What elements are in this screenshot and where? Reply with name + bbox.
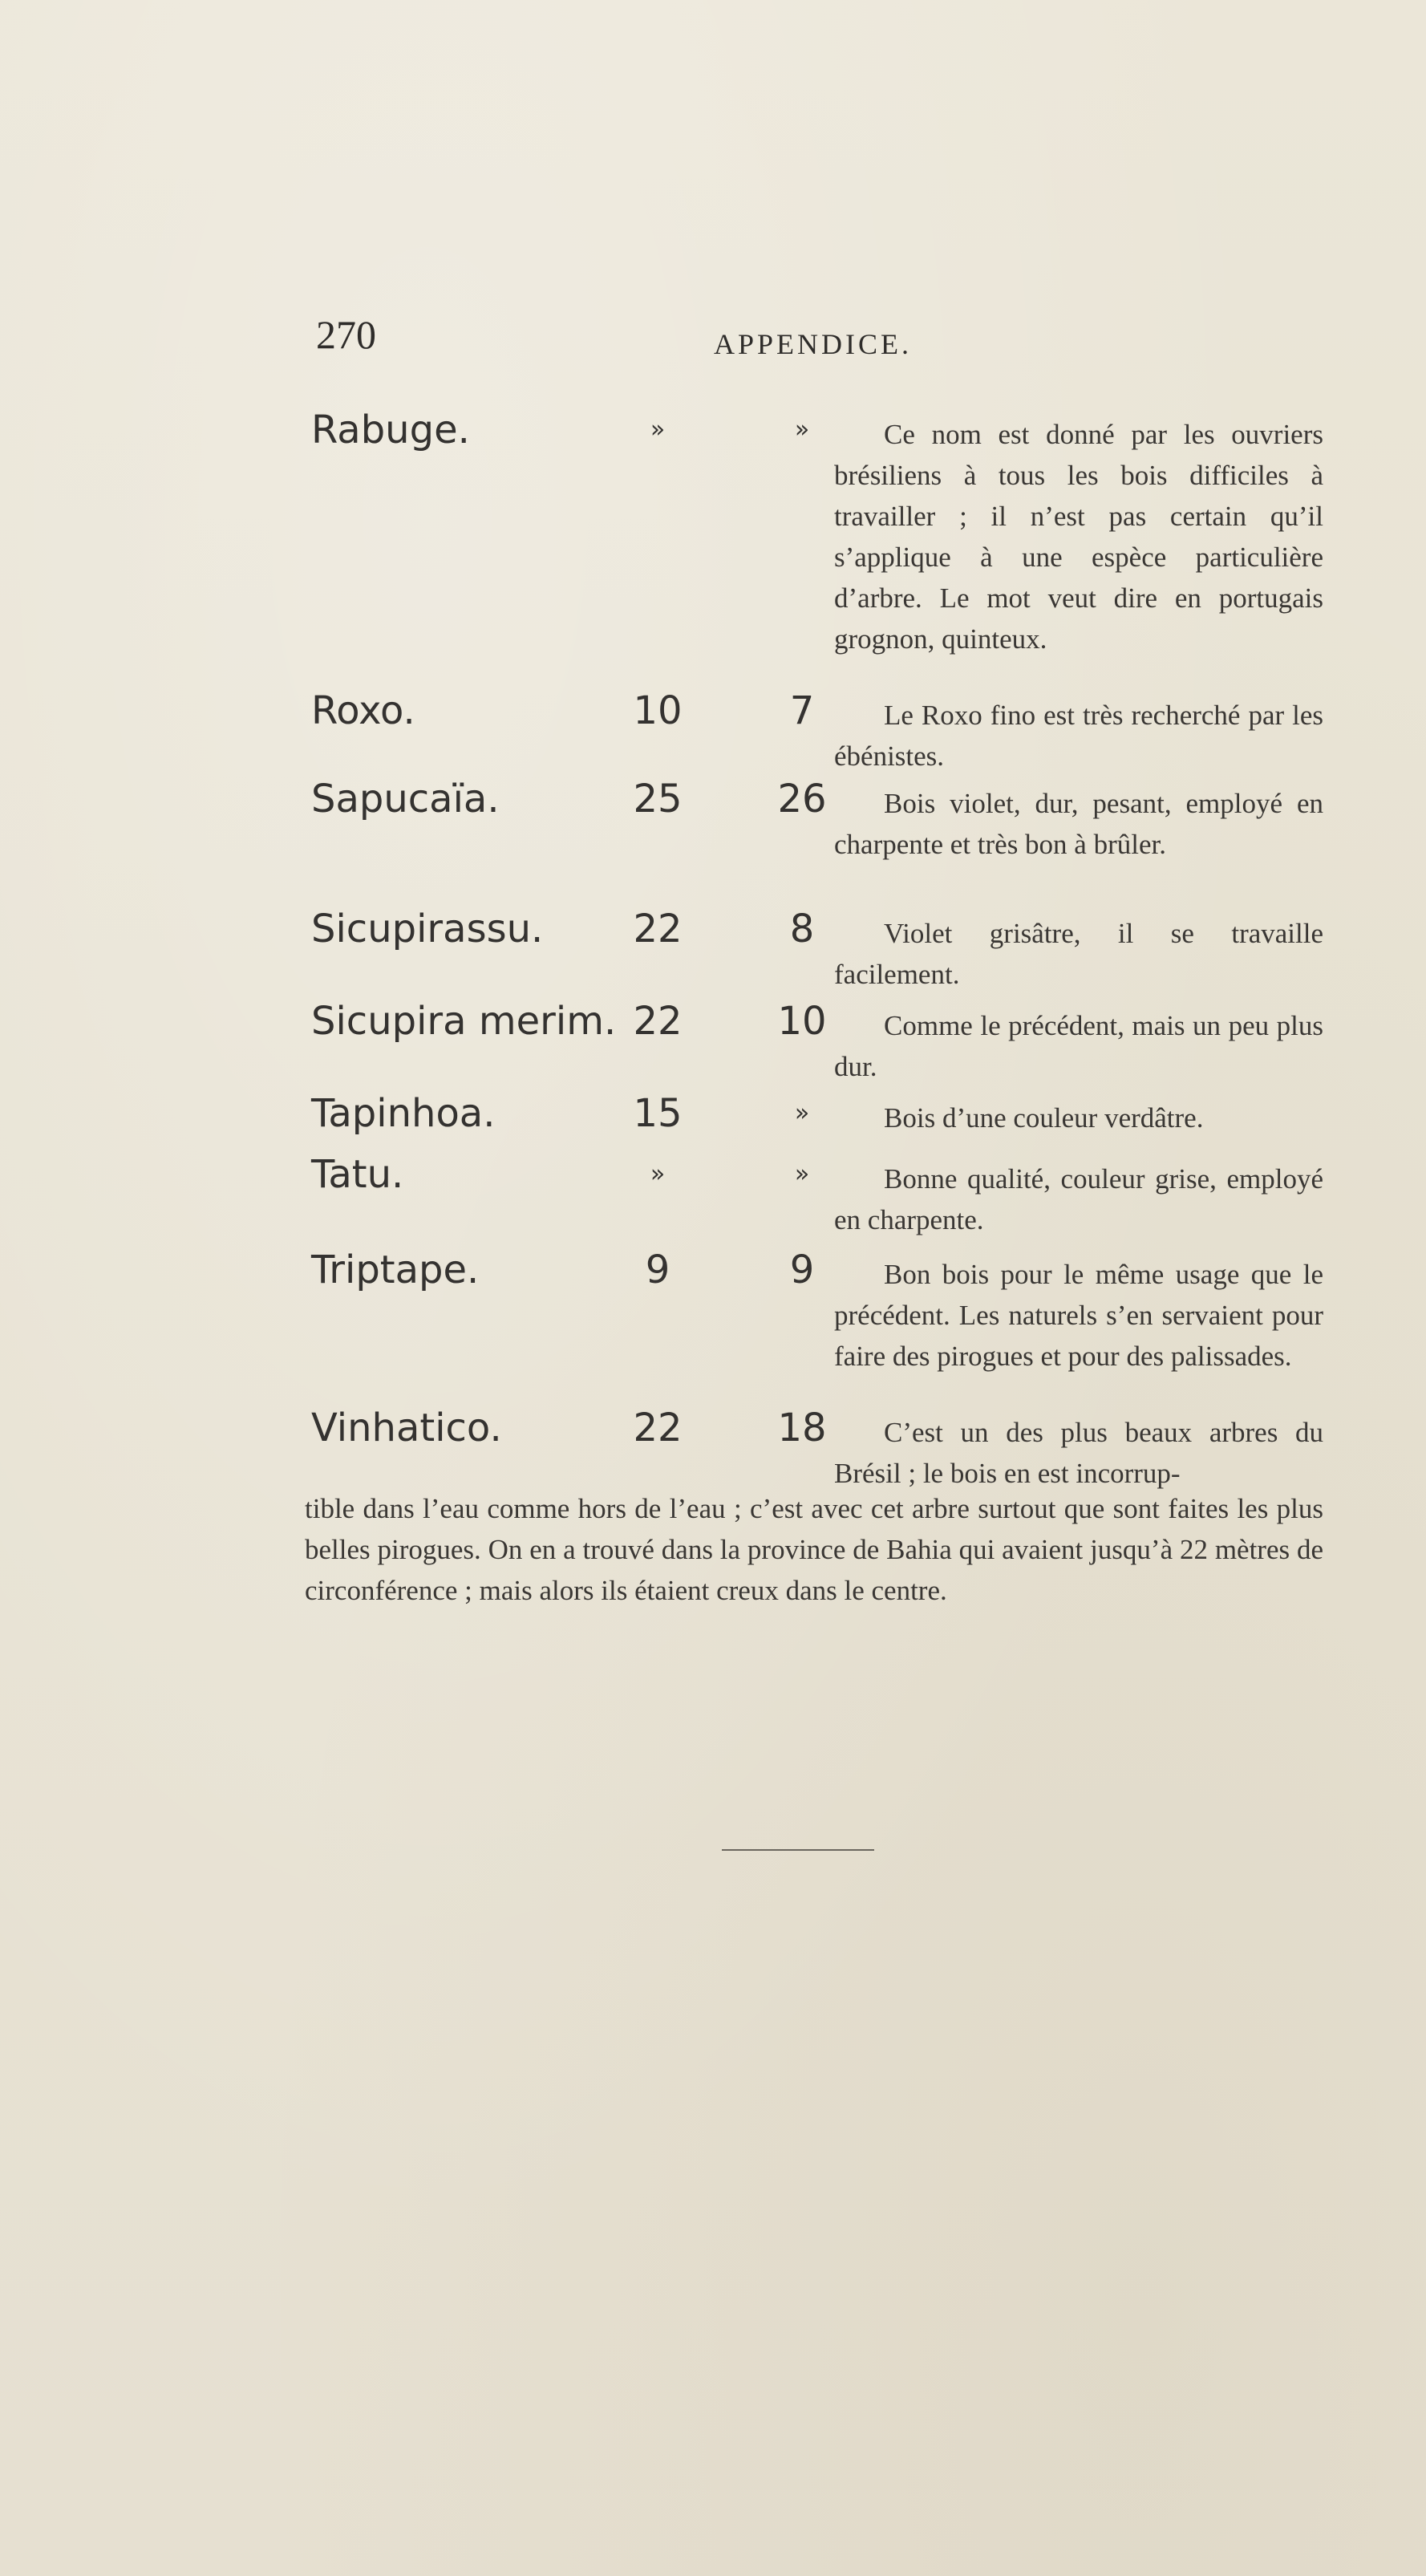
resistance-value: » [794, 1099, 810, 1127]
density-value: 9 [645, 1247, 670, 1292]
resistance-value: 9 [789, 1247, 815, 1292]
density-value: 22 [633, 907, 683, 951]
wood-name: Roxo. [311, 688, 415, 733]
density-value: 10 [633, 688, 683, 733]
wood-name: Rabuge. [311, 408, 470, 452]
resistance-value: » [794, 1160, 810, 1188]
density-value: » [650, 416, 666, 444]
wood-name: Sicupirassu. [311, 907, 544, 951]
density-value: 22 [633, 1406, 683, 1450]
description-continuation: tible dans l’eau comme hors de l’eau ; c’est avec cet arbre surtout que sont faites les plus belles pirogues. On en a trouvé dans la province de Bahia qui avaient jusqu’à 22 mètres de circonférence ; mais alors ils étaient creux dans le centre. [305, 1493, 1323, 1606]
resistance-value: 10 [777, 999, 827, 1044]
resistance-value: 8 [789, 907, 815, 951]
wood-description: Ce nom est donné par les ouvriers brésiliens à tous les bois difficiles à travailler ; il n’est pas certain qu’il s’applique à une espèce particulière d’arbre. Le mot veut dire en portugais grognon, quinteux. [834, 419, 1323, 655]
wood-name: Tapinhoa. [311, 1091, 496, 1136]
wood-description: Bois violet, dur, pesant, employé en charpente et très bon à brûler. [834, 788, 1323, 860]
wood-description: Comme le précédent, mais un peu plus dur. [834, 1010, 1323, 1082]
page-number: 270 [316, 312, 376, 357]
wood-description: Bois d’une couleur verdâtre. [884, 1102, 1204, 1134]
wood-name: Tatu. [311, 1152, 404, 1197]
resistance-value: 26 [777, 777, 827, 821]
resistance-value: 7 [789, 688, 815, 733]
density-value: » [650, 1160, 666, 1188]
resistance-value: » [794, 416, 810, 444]
wood-name: Sapucaïa. [311, 777, 500, 821]
density-value: 25 [633, 777, 683, 821]
wood-name: Vinhatico. [311, 1406, 502, 1450]
wood-description: Bon bois pour le même usage que le précédent. Les naturels s’en servaient pour faire des pirogues et pour des palissades. [834, 1259, 1323, 1372]
wood-name: Sicupira merim. [311, 999, 617, 1044]
density-value: 22 [633, 999, 683, 1044]
wood-description: Violet grisâtre, il se travaille facilement. [834, 918, 1323, 990]
section-rule [722, 1849, 874, 1851]
wood-description: Bonne qualité, couleur grise, employé en charpente. [834, 1163, 1323, 1235]
density-value: 15 [633, 1091, 683, 1136]
resistance-value: 18 [777, 1406, 827, 1450]
running-head: APPENDICE. [714, 328, 913, 360]
wood-name: Triptape. [311, 1247, 480, 1292]
wood-description: C’est un des plus beaux arbres du Brésil ; le bois en est incorrup- [834, 1417, 1323, 1489]
wood-description: Le Roxo fino est très recherché par les ébénistes. [834, 700, 1323, 772]
